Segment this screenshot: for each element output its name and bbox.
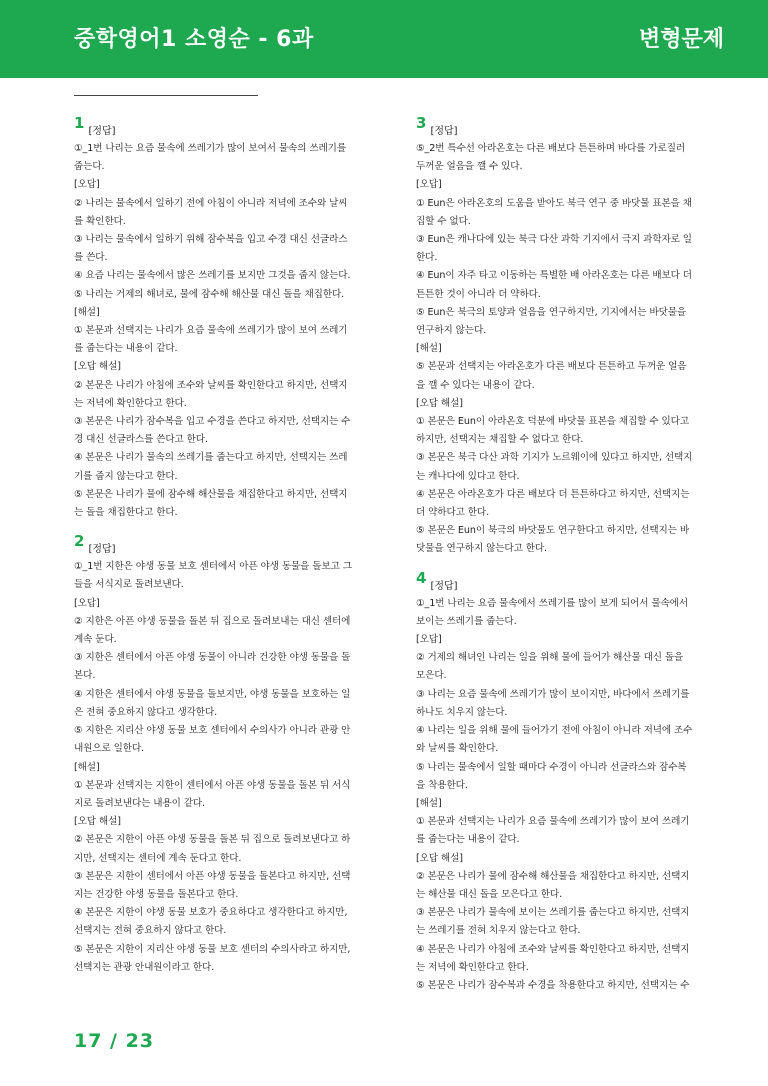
text-line: ⑤_2번 특수선 아라온호는 다른 배보다 튼튼하며 바다를 가로질러 [416, 143, 686, 154]
text-line: 선택지는 전혀 중요하지 않다고 한다. [74, 925, 227, 937]
text-line: ② 거제의 해녀인 나리는 일을 위해 물에 들어가 해산물 대신 돌을 [416, 652, 684, 664]
text-line: [오답 해설] [416, 852, 463, 864]
text-line: 는 캐나다에 있다고 한다. [416, 470, 520, 482]
text-line: 지로 돌려보낸다는 내용이 같다. [74, 797, 205, 809]
text-line: ④ 본문은 아라온호가 다른 배보다 더 튼튼하다고 하지만, 선택지는 [416, 488, 690, 500]
text-line: 를 쓴다. [74, 252, 108, 264]
question-header [416, 567, 732, 595]
question-header [74, 530, 390, 558]
question-number: 1 [74, 114, 85, 132]
text-line: ① Eun은 아라온호의 도움을 받아도 북극 연구 중 바닷물 표본을 채 [416, 197, 692, 209]
text-line: 를 줍는다는 내용이 같다. [416, 834, 520, 846]
text-line: ③ 나리는 요즘 물속에 쓰레기가 많이 보이지만, 바다에서 쓰레기를 [416, 688, 690, 700]
text-line: ④ 요즘 나리는 물속에서 많은 쓰레기를 보지만 그것을 줍지 않는다. [74, 270, 351, 282]
text-line: 는 돌을 채집한다고 한다. [74, 507, 178, 519]
text-line: [오답 해설] [74, 816, 121, 828]
question-block [416, 112, 732, 559]
text-line: ⑤ 나리는 물속에서 일할 때마다 수경이 아니라 선글라스와 잠수복 [416, 761, 687, 773]
text-line: 지만, 선택지는 센터에 계속 둔다고 한다. [74, 852, 242, 864]
text-line: ④ 지한은 센터에서 야생 동물을 돌보지만, 야생 동물을 보호하는 일 [74, 688, 351, 700]
text-line: 는 저녁에 확인한다고 한다. [416, 961, 529, 973]
question-block [74, 112, 390, 522]
text-line: 선택지는 관광 안내원이라고 한다. [74, 961, 215, 973]
text-line: [오답] [74, 597, 100, 609]
text-line: [해설] [74, 306, 100, 318]
text-line: ④ 본문은 지한이 야생 동물 보호가 중요하다고 생각한다고 하지만, [74, 907, 348, 919]
text-line: 를 줍는다는 내용이 같다. [74, 343, 178, 355]
text-line: 들을 서식지로 돌려보낸다. [74, 579, 184, 591]
text-line: 는 해산물 대신 돌을 모은다고 한다. [416, 888, 563, 900]
question-number: 4 [416, 568, 427, 587]
text-line: ① 본문과 선택지는 나리가 요즘 물속에 쓰레기가 많이 보여 쓰레기 [74, 325, 348, 337]
question-text [416, 140, 732, 559]
text-line: ③ Eun은 캐나다에 있는 북극 다산 과학 기지에서 극지 과학자로 일 [416, 234, 692, 246]
page-header [0, 0, 768, 78]
text-line: [오답] [416, 634, 442, 646]
text-line: ② 본문은 나리가 아침에 조수와 날씨를 확인한다고 하지만, 선택지 [74, 379, 348, 391]
text-line: [오답] [416, 179, 442, 191]
text-line: ①_1번 나리는 요즘 물속에서 쓰레기를 많이 보게 되어서 물속에서 [416, 597, 688, 609]
text-line: ④ 본문은 나리가 물속의 쓰레기를 줍는다고 하지만, 선택지는 쓰레 [74, 452, 348, 464]
text-line: ② 나리는 물속에서 일하기 전에 아침이 아니라 저녁에 조수와 날씨 [74, 197, 348, 209]
text-line: 하지만, 선택지는 채집할 수 없다고 한다. [416, 434, 584, 446]
text-line: [오답 해설] [416, 397, 463, 409]
left-column [74, 112, 390, 985]
text-line: ③ 본문은 나리가 잠수복을 입고 수경을 쓴다고 하지만, 선택지는 수 [74, 416, 351, 428]
text-line: 닷물을 연구하지 않는다고 한다. [416, 543, 547, 555]
text-line: [해설] [416, 797, 442, 809]
answer-tag: [정답] [430, 126, 458, 137]
text-line: [해설] [74, 761, 100, 773]
text-line: ② 본문은 지한이 아픈 야생 동물을 돌본 뒤 집으로 돌려보낸다고 하 [74, 834, 351, 846]
text-line: ⑤ 본문은 Eun이 북극의 바닷물도 연구한다고 하지만, 선택지는 바 [416, 525, 689, 537]
section-label: 변형문제 [638, 27, 724, 52]
text-line: ⑤ 본문은 지한이 지리산 야생 동물 보호 센터의 수의사라고 하지만, [74, 943, 351, 955]
text-line: ① 본문과 선택지는 나리가 요즘 물속에 쓰레기가 많이 보여 쓰레기 [416, 816, 690, 828]
text-line: 기를 줍지 않는다고 한다. [74, 470, 178, 482]
answer-tag: [정답] [430, 580, 458, 592]
text-line: 을 착용한다. [416, 779, 468, 791]
question-text [74, 140, 390, 522]
text-line: ⑤ Eun은 북극의 토양과 얼음을 연구하지만, 기지에서는 바닷물을 [416, 306, 687, 318]
text-line: 하나도 치우지 않는다. [416, 706, 508, 718]
text-line: ①_1번 지한은 야생 동물 보호 센터에서 아픈 야생 동물을 돌보고 그 [74, 561, 352, 573]
text-line: 는 저녁에 확인한다고 한다. [74, 397, 187, 409]
text-line: ⑤ 나리는 거제의 해녀로, 물에 잠수해 해산물 대신 돌을 채집한다. [74, 288, 345, 300]
text-line: 를 확인한다. [74, 215, 126, 227]
question-number: 2 [74, 532, 85, 551]
text-line: ①_1번 나리는 요즘 물속에 쓰레기가 많이 보여서 물속의 쓰레기를 [74, 143, 346, 154]
question-header [74, 112, 390, 140]
text-line: 모은다. [416, 670, 447, 682]
document-title: 중학영어1 소영순 - 6과 [74, 27, 314, 52]
text-line: 경 대신 선글라스를 쓴다고 한다. [74, 434, 208, 446]
text-line: ⑤ 지한은 지리산 야생 동물 보호 센터에서 수의사가 아니라 관광 안 [74, 725, 351, 737]
text-line: 줍는다. [74, 161, 105, 173]
text-line: [오답] [74, 179, 100, 191]
question-text [74, 558, 390, 977]
question-block [74, 530, 390, 977]
text-line: 한다. [416, 252, 438, 264]
text-line: ① 본문과 선택지는 지한이 센터에서 아픈 야생 동물을 돌본 뒤 서식 [74, 779, 351, 791]
page-number: 17 / 23 [74, 1030, 155, 1052]
text-line: ④ 본문은 나리가 아침에 조수와 날씨를 확인한다고 하지만, 선택지 [416, 943, 690, 955]
text-line: ③ 본문은 지한이 센터에서 아픈 야생 동물을 돌본다고 하지만, 선택 [74, 870, 351, 882]
text-line: ① 본문은 Eun이 아라온호 덕분에 바닷물 표본을 채집할 수 있다고 [416, 416, 689, 428]
text-line: ② 본문은 나리가 물에 잠수해 해산물을 채집한다고 하지만, 선택지 [416, 870, 690, 882]
text-line: 더 약하다고 한다. [416, 507, 490, 519]
text-line: 계속 둔다. [74, 634, 117, 646]
question-block [416, 567, 732, 995]
divider [74, 95, 258, 96]
text-line: ⑤ 본문과 선택지는 아라온호가 다른 배보다 튼튼하고 두꺼운 얼음 [416, 361, 687, 373]
text-line: 집할 수 없다. [416, 215, 471, 227]
text-line: 은 전혀 중요하지 않다고 생각한다. [74, 706, 218, 718]
text-line: ③ 지한은 센터에서 아픈 야생 동물이 아니라 건강한 야생 동물을 돌 [74, 652, 351, 664]
text-line: 와 날씨를 확인한다. [416, 743, 499, 755]
text-line: 두꺼운 얼음을 깰 수 있다. [416, 161, 523, 173]
text-line: ⑤ 본문은 나리가 잠수복과 수경을 착용한다고 하지만, 선택지는 수 [416, 979, 690, 991]
text-line: 을 깰 수 있다는 내용이 같다. [416, 379, 535, 391]
text-line: ③ 나리는 물속에서 일하기 위해 잠수복을 입고 수경 대신 선글라스 [74, 234, 348, 246]
text-line: 는 쓰레기를 전혀 치우지 않는다고 한다. [416, 925, 581, 937]
question-text [416, 595, 732, 995]
text-line: 내원으로 일한다. [74, 743, 145, 755]
text-line: 연구하지 않는다. [416, 325, 487, 337]
text-line: 지는 건강한 야생 동물을 돌본다고 한다. [74, 888, 239, 900]
question-header [416, 112, 732, 140]
question-number: 3 [416, 114, 427, 132]
text-line: 본다. [74, 670, 96, 682]
answer-tag: [정답] [88, 544, 116, 556]
text-line: 보이는 쓰레기를 줍는다. [416, 615, 517, 627]
text-line: [해설] [416, 343, 442, 355]
text-line: ② 지한은 아픈 야생 동물을 돌본 뒤 집으로 돌려보내는 대신 센터에 [74, 615, 351, 627]
right-column [416, 112, 732, 1003]
text-line: ④ 나리는 일을 위해 물에 들어가기 전에 아침이 아니라 저녁에 조수 [416, 725, 693, 737]
text-line: ③ 본문은 나리가 물속에 보이는 쓰레기를 줍는다고 하지만, 선택지 [416, 907, 690, 919]
text-line: ⑤ 본문은 나리가 물에 잠수해 해산물을 채집한다고 하지만, 선택지 [74, 488, 348, 500]
text-line: 튼튼한 것이 아니라 더 약하다. [416, 288, 541, 300]
answer-tag: [정답] [88, 126, 116, 137]
text-line: [오답 해설] [74, 361, 121, 373]
text-line: ④ Eun이 자주 타고 이동하는 특별한 배 아라온호는 다른 배보다 더 [416, 270, 692, 282]
text-line: ③ 본문은 북극 다산 과학 기지가 노르웨이에 있다고 하지만, 선택지 [416, 452, 693, 464]
